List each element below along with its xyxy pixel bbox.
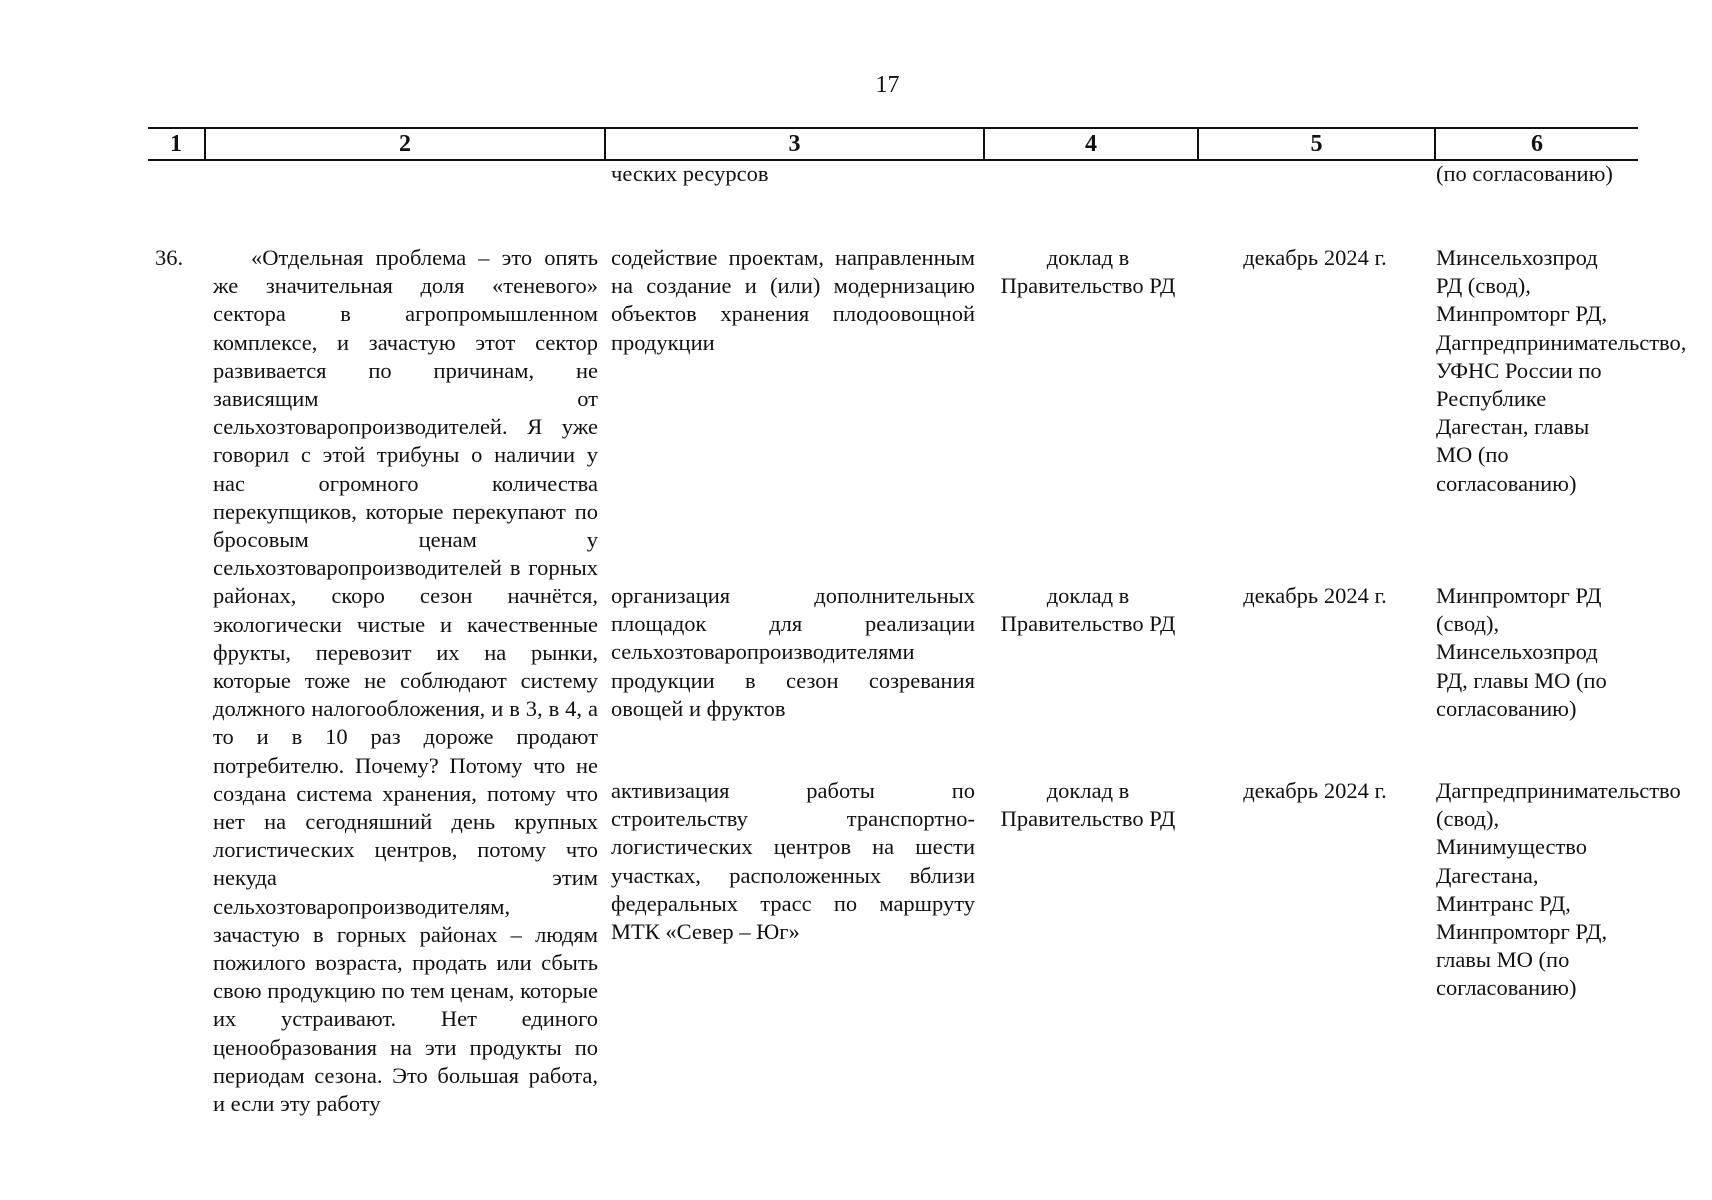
continued-responsible-text: (по согласованию) [1436, 161, 1613, 186]
measure-3-deadline: декабрь 2024 г. [1243, 778, 1387, 803]
measure-1-deadline: декабрь 2024 г. [1243, 245, 1387, 270]
header-col-3: 3 [605, 128, 984, 160]
row-number: 36. [155, 245, 184, 270]
header-col-5: 5 [1198, 128, 1435, 160]
page-number: 17 [875, 72, 900, 98]
measure-3-report: доклад в Правительство РД [1000, 778, 1176, 832]
measure-3-text: активизация работы по строительству транспортно-логистических центров на шести участках, расположенных вблизи федеральных трасс по маршруту МТК «Север – Юг» [611, 778, 975, 945]
header-row [148, 128, 1638, 160]
measure-1-report: доклад в Правительство РД [1000, 245, 1176, 299]
header-col-4: 4 [984, 128, 1198, 160]
continued-measure-text: ческих ресурсов [611, 161, 769, 186]
header-col-1: 1 [148, 128, 205, 160]
measure-2-text: организация дополнительных площадок для реализации сельхозтоваропроизводителями продукции в сезон созревания овощей и фруктов [611, 583, 975, 721]
instruction-quote: «Отдельная проблема – это опять же значительная доля «теневого» сектора в агропромышленном комплексе, и зачастую этот сектор развивается по причинам, не зависящим от сельхозтоваропроизводителей. Я уже говорил с этой трибуны о наличии у нас огромного количества перекупщиков, которые перекупают по бросовым ценам у сельхозтоваропроизводителей в горных районах, скоро сезон начнётся, экологически чистые и качественные фрукты, перевозит их на рынки, которые тоже не соблюдают систему должного налогообложения, и в 3, в 4, а то и в 10 раз дороже продают потребителю. Почему? Потому что не создана система хранения, потому что нет на сегодняшний день крупных логистических центров, потому что некуда этим сельхозтоваропроизводителям, зачастую в горных районах – людям пожилого возраста, продать или сбыть свою продукцию по тем ценам, которые их устраивают. Нет единого ценообразования на эти продукты по периодам сезона. Это большая работа, и если эту работу [213, 245, 598, 1117]
measure-2-deadline: декабрь 2024 г. [1243, 583, 1387, 608]
measure-1-text: содействие проектам, направленным на создание и (или) модернизацию объектов хранения плодоовощной продукции [611, 245, 975, 355]
measure-2-responsible: Минпромторг РД (свод), Минсельхозпрод РД, главы МО (по согласованию) [1436, 583, 1607, 721]
header-col-6: 6 [1435, 128, 1638, 160]
table-header [148, 127, 1638, 161]
header-col-2: 2 [205, 128, 605, 160]
measure-3-responsible: Дагпредпринимательство (свод), Минимущество Дагестана, Минтранс РД, Минпромторг РД, главы МО (по согласованию) [1436, 778, 1681, 1001]
measure-2-report: доклад в Правительство РД [1000, 583, 1176, 637]
measure-1-responsible: Минсельхозпрод РД (свод), Минпромторг РД, Дагпредпринимательство, УФНС России по Республике Дагестан, главы МО (по согласованию) [1436, 245, 1687, 496]
